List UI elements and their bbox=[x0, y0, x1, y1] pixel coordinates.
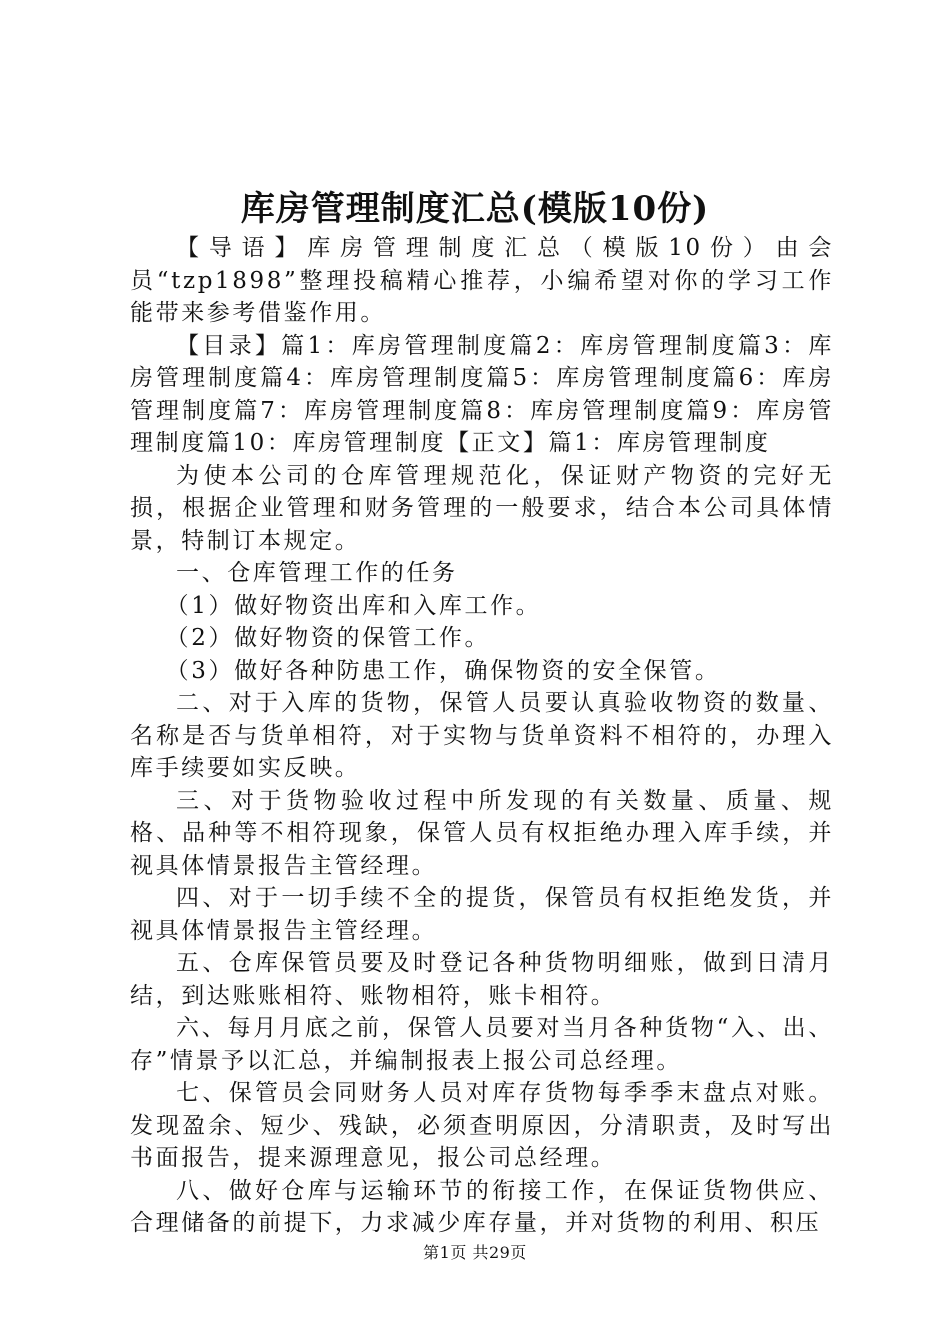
body-paragraph: 七、保管员会同财务人员对库存货物每季季末盘点对账。发现盈余、短少、残缺，必须查明原因，分清职责，及时写出书面报告，提来源理意见，报公司总经理。 bbox=[130, 1080, 834, 1171]
toc-paragraph: 【目录】篇1：库房管理制度篇2：库房管理制度篇3：库房管理制度篇4：库房管理制度篇5：库房管理制度篇6：库房管理制度篇7：库房管理制度篇8：库房管理制度篇9：库房管理制度篇10：库房管理制度【正文】篇1：库房管理制度 bbox=[130, 332, 834, 456]
body-paragraph: 五、仓库保管员要及时登记各种货物明细账，做到日清月结，到达账账相符、账物相符，账卡相符。 bbox=[130, 950, 834, 1009]
section-heading: 一、仓库管理工作的任务 bbox=[176, 560, 458, 586]
intro-paragraph: 【导语】库房管理制度汇总（模版10份）由会员“tzp1898”整理投稿精心推荐，小编希望对你的学习工作能带来参考借鉴作用。 bbox=[130, 235, 834, 326]
document-title: 库房管理制度汇总(模版10份) bbox=[240, 189, 710, 229]
body-paragraph: 八、做好仓库与运输环节的衔接工作，在保证货物供应、合理储备的前提下，力求减少库存量，并对货物的利用、积压 bbox=[130, 1177, 834, 1236]
body-paragraph: 为使本公司的仓库管理规范化，保证财产物资的完好无损，根据企业管理和财务管理的一般要求，结合本公司具体情景，特制订本规定。 bbox=[130, 462, 834, 554]
document-body bbox=[130, 232, 834, 1240]
body-paragraph: 三、对于货物验收过程中所发现的有关数量、质量、规格、品种等不相符现象，保管人员有权拒绝办理入库手续，并视具体情景报告主管经理。 bbox=[130, 787, 834, 879]
page-number-footer: 第1页 共29页 bbox=[423, 1243, 527, 1262]
list-item: （1）做好物资出库和入库工作。 bbox=[165, 592, 542, 619]
body-paragraph: 二、对于入库的货物，保管人员要认真验收物资的数量、名称是否与货单相符，对于实物与货单资料不相符的，办理入库手续要如实反映。 bbox=[130, 690, 834, 781]
body-paragraph: 四、对于一切手续不全的提货，保管员有权拒绝发货，并视具体情景报告主管经理。 bbox=[130, 885, 834, 944]
list-item: （3）做好各种防患工作，确保物资的安全保管。 bbox=[165, 657, 721, 684]
list-item: （2）做好物资的保管工作。 bbox=[165, 625, 491, 651]
body-paragraph: 六、每月月底之前，保管人员要对当月各种货物“入、出、存”情景予以汇总，并编制报表上报公司总经理。 bbox=[130, 1015, 834, 1074]
